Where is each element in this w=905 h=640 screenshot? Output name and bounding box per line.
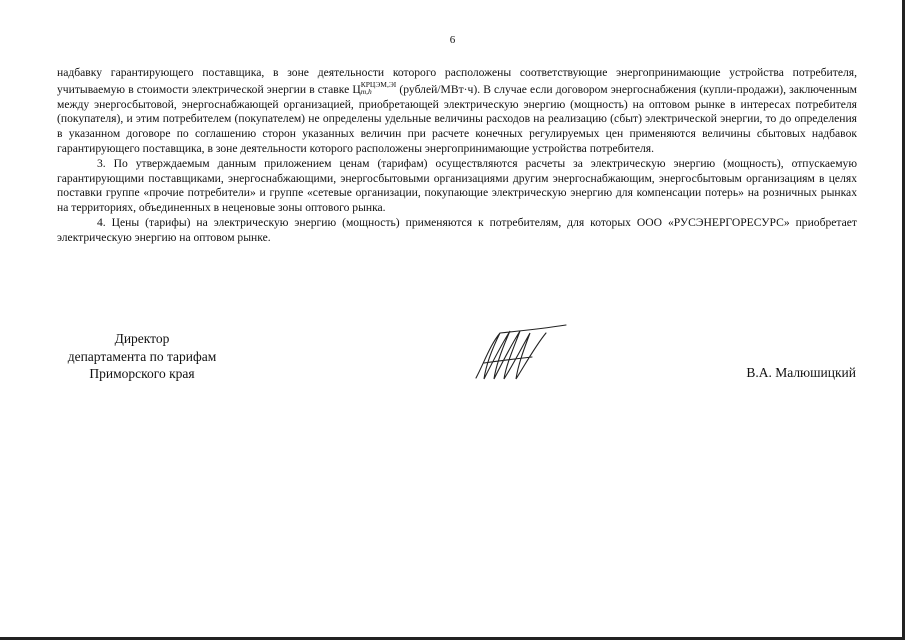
- paragraph-text: надбавку гарантирующего поставщика, в зоне деятельности которого расположены соответствующие энергопринимающие устройства потребителя, учитываемую в стоимости электрической энергии в ставке Ц: [57, 66, 857, 96]
- paragraph-continuation: [57, 66, 857, 157]
- paragraph-text-cont: (рублей/МВт·ч). В случае если договором энергоснабжения (купли-продажи), заключенным между энергосбытовой, энергоснабжающей организацией, приобретающей электрическую энергию (мощность) на оптовом рынке в интересах потребителя (покупателя), и этим потребителем (покупателем) не определены удельные величины расходов на реализацию (сбыт) электрической энергии, то до определения в указанном договоре по соглашению сторон указанных величин при расчете конечных регулируемых цен применяются величины сбытовых надбавок гарантирующего поставщика, в зоне деятельности которого расположены энергопринимающие устройства потребителя.: [57, 82, 857, 155]
- signatory-name: В.А. Малюшицкий: [746, 365, 856, 380]
- handwritten-signature: [470, 323, 570, 385]
- rate-subscript: m,h: [360, 86, 372, 96]
- document-body: [57, 66, 857, 246]
- rate-superscript: КРЦЭМ,ЭІ: [360, 79, 397, 89]
- rate-index: [361, 81, 397, 95]
- paragraph-3: 3. По утверждаемым данным приложением ценам (тарифам) осуществляются расчеты за электрическую энергию (мощность), отпускаемую гарантирующими поставщиками, энергоснабжающими, энергосбытовыми организациями другим энергоснабжающим, энергосбытовым организациям в целях поставки группе «прочие потребители» и группе «сетевые организации, покупающие электрическую энергию для компенсации потерь» на розничных рынках на территориях, объединенных в неценовые зоны оптового рынка.: [57, 156, 857, 215]
- signatory-region: Приморского края: [89, 366, 195, 381]
- paragraph-4: 4. Цены (тарифы) на электрическую энергию (мощность) применяются к потребителям, для которых ООО «РУСЭНЕРГОРЕСУРС» приобретает электрическую энергию на оптовом рынке.: [57, 215, 857, 244]
- signatory-department: департамента по тарифам: [67, 348, 217, 364]
- signatory-title: [57, 330, 227, 383]
- signatory-position: Директор: [114, 331, 170, 346]
- page-number: 6: [449, 34, 456, 46]
